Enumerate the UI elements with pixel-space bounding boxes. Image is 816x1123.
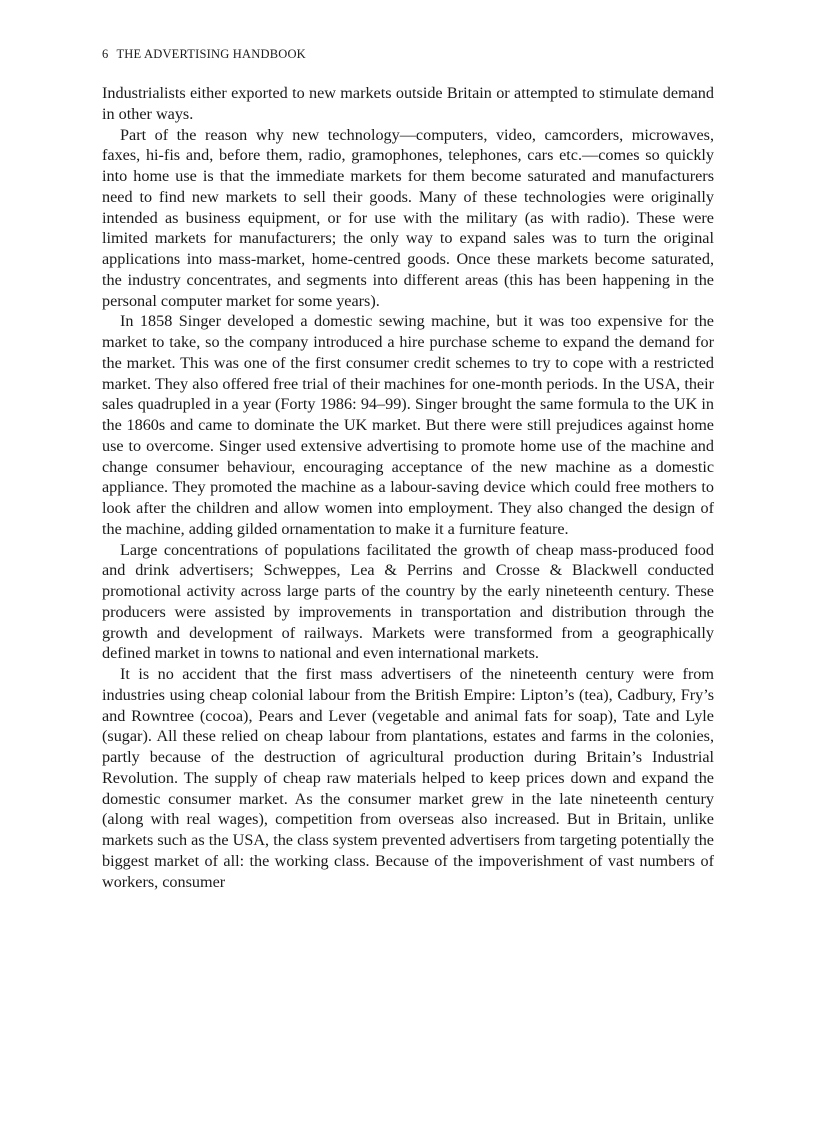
paragraph-singer: In 1858 Singer developed a domestic sewing machine, but it was too expensive for the market to take, so the company introduced a hire purchase scheme to expand the demand for the market. This was one of the first consumer credit schemes to try to cope with a restricted market. They also offered free trial of their machines for one-month periods. In the USA, their sales quadrupled in a year (Forty 1986: 94–99). Singer brought the same formula to the UK in the 1860s and came to dominate the UK market. But there were still prejudices against home use to overcome. Singer used extensive advertising to promote home use of the machine and change consumer behaviour, encouraging acceptance of the new machine as a domestic appliance. They promoted the machine as a labour-saving device which could free mothers to look after the children and allow women into employment. They also changed the design of the machine, adding gilded ornamentation to make it a furniture feature. — [102, 312, 714, 538]
running-header — [102, 46, 306, 62]
paragraph-food-and-drink: Large concentrations of populations facilitated the growth of cheap mass-produced food and drink advertisers; Schweppes, Lea & Perrins and Crosse & Blackwell conducted promotional activity across large parts of the country by the early nineteenth century. These producers were assisted by improvements in transportation and distribution through the growth and development of railways. Markets were transformed from a geographically defined market in towns to national and even international markets. — [102, 540, 714, 663]
paragraph-new-technology: Part of the reason why new technology—computers, video, camcorders, microwaves, faxes, hi-fis and, before them, radio, gramophones, telephones, cars etc.—comes so quickly into home use is that the immediate markets for them become saturated and manufacturers need to find new markets to sell their goods. Many of these technologies were originally intended as business equipment, or for use with the military (as with radio). These were limited markets for manufacturers; the only way to expand sales was to turn the original applications into mass-market, home-centred goods. Once these markets become saturated, the industry concentrates, and segments into different areas (this has been happening in the personal computer market for some years). — [102, 125, 714, 310]
page-number: 6 — [102, 47, 109, 61]
body-text — [102, 83, 714, 892]
paragraph-continuation: Industrialists either exported to new markets outside Britain or attempted to stimulate demand in other ways. — [102, 84, 714, 123]
running-title: THE ADVERTISING HANDBOOK — [116, 47, 306, 61]
paragraph-colonial-labour: It is no accident that the first mass advertisers of the nineteenth century were from industries using cheap colonial labour from the British Empire: Lipton’s (tea), Cadbury, Fry’s and Rowntree (cocoa), Pears and Lever (vegetable and animal fats for soap), Tate and Lyle (sugar). All these relied on cheap labour from plantations, estates and farms in the colonies, partly because of the destruction of agricultural production during Britain’s Industrial Revolution. The supply of cheap raw materials helped to keep prices down and expand the domestic consumer market. As the consumer market grew in the late nineteenth century (along with real wages), competition from overseas also increased. But in Britain, unlike markets such as the USA, the class system prevented advertisers from targeting potentially the biggest market of all: the working class. Because of the impoverishment of vast numbers of workers, consumer — [102, 665, 714, 891]
